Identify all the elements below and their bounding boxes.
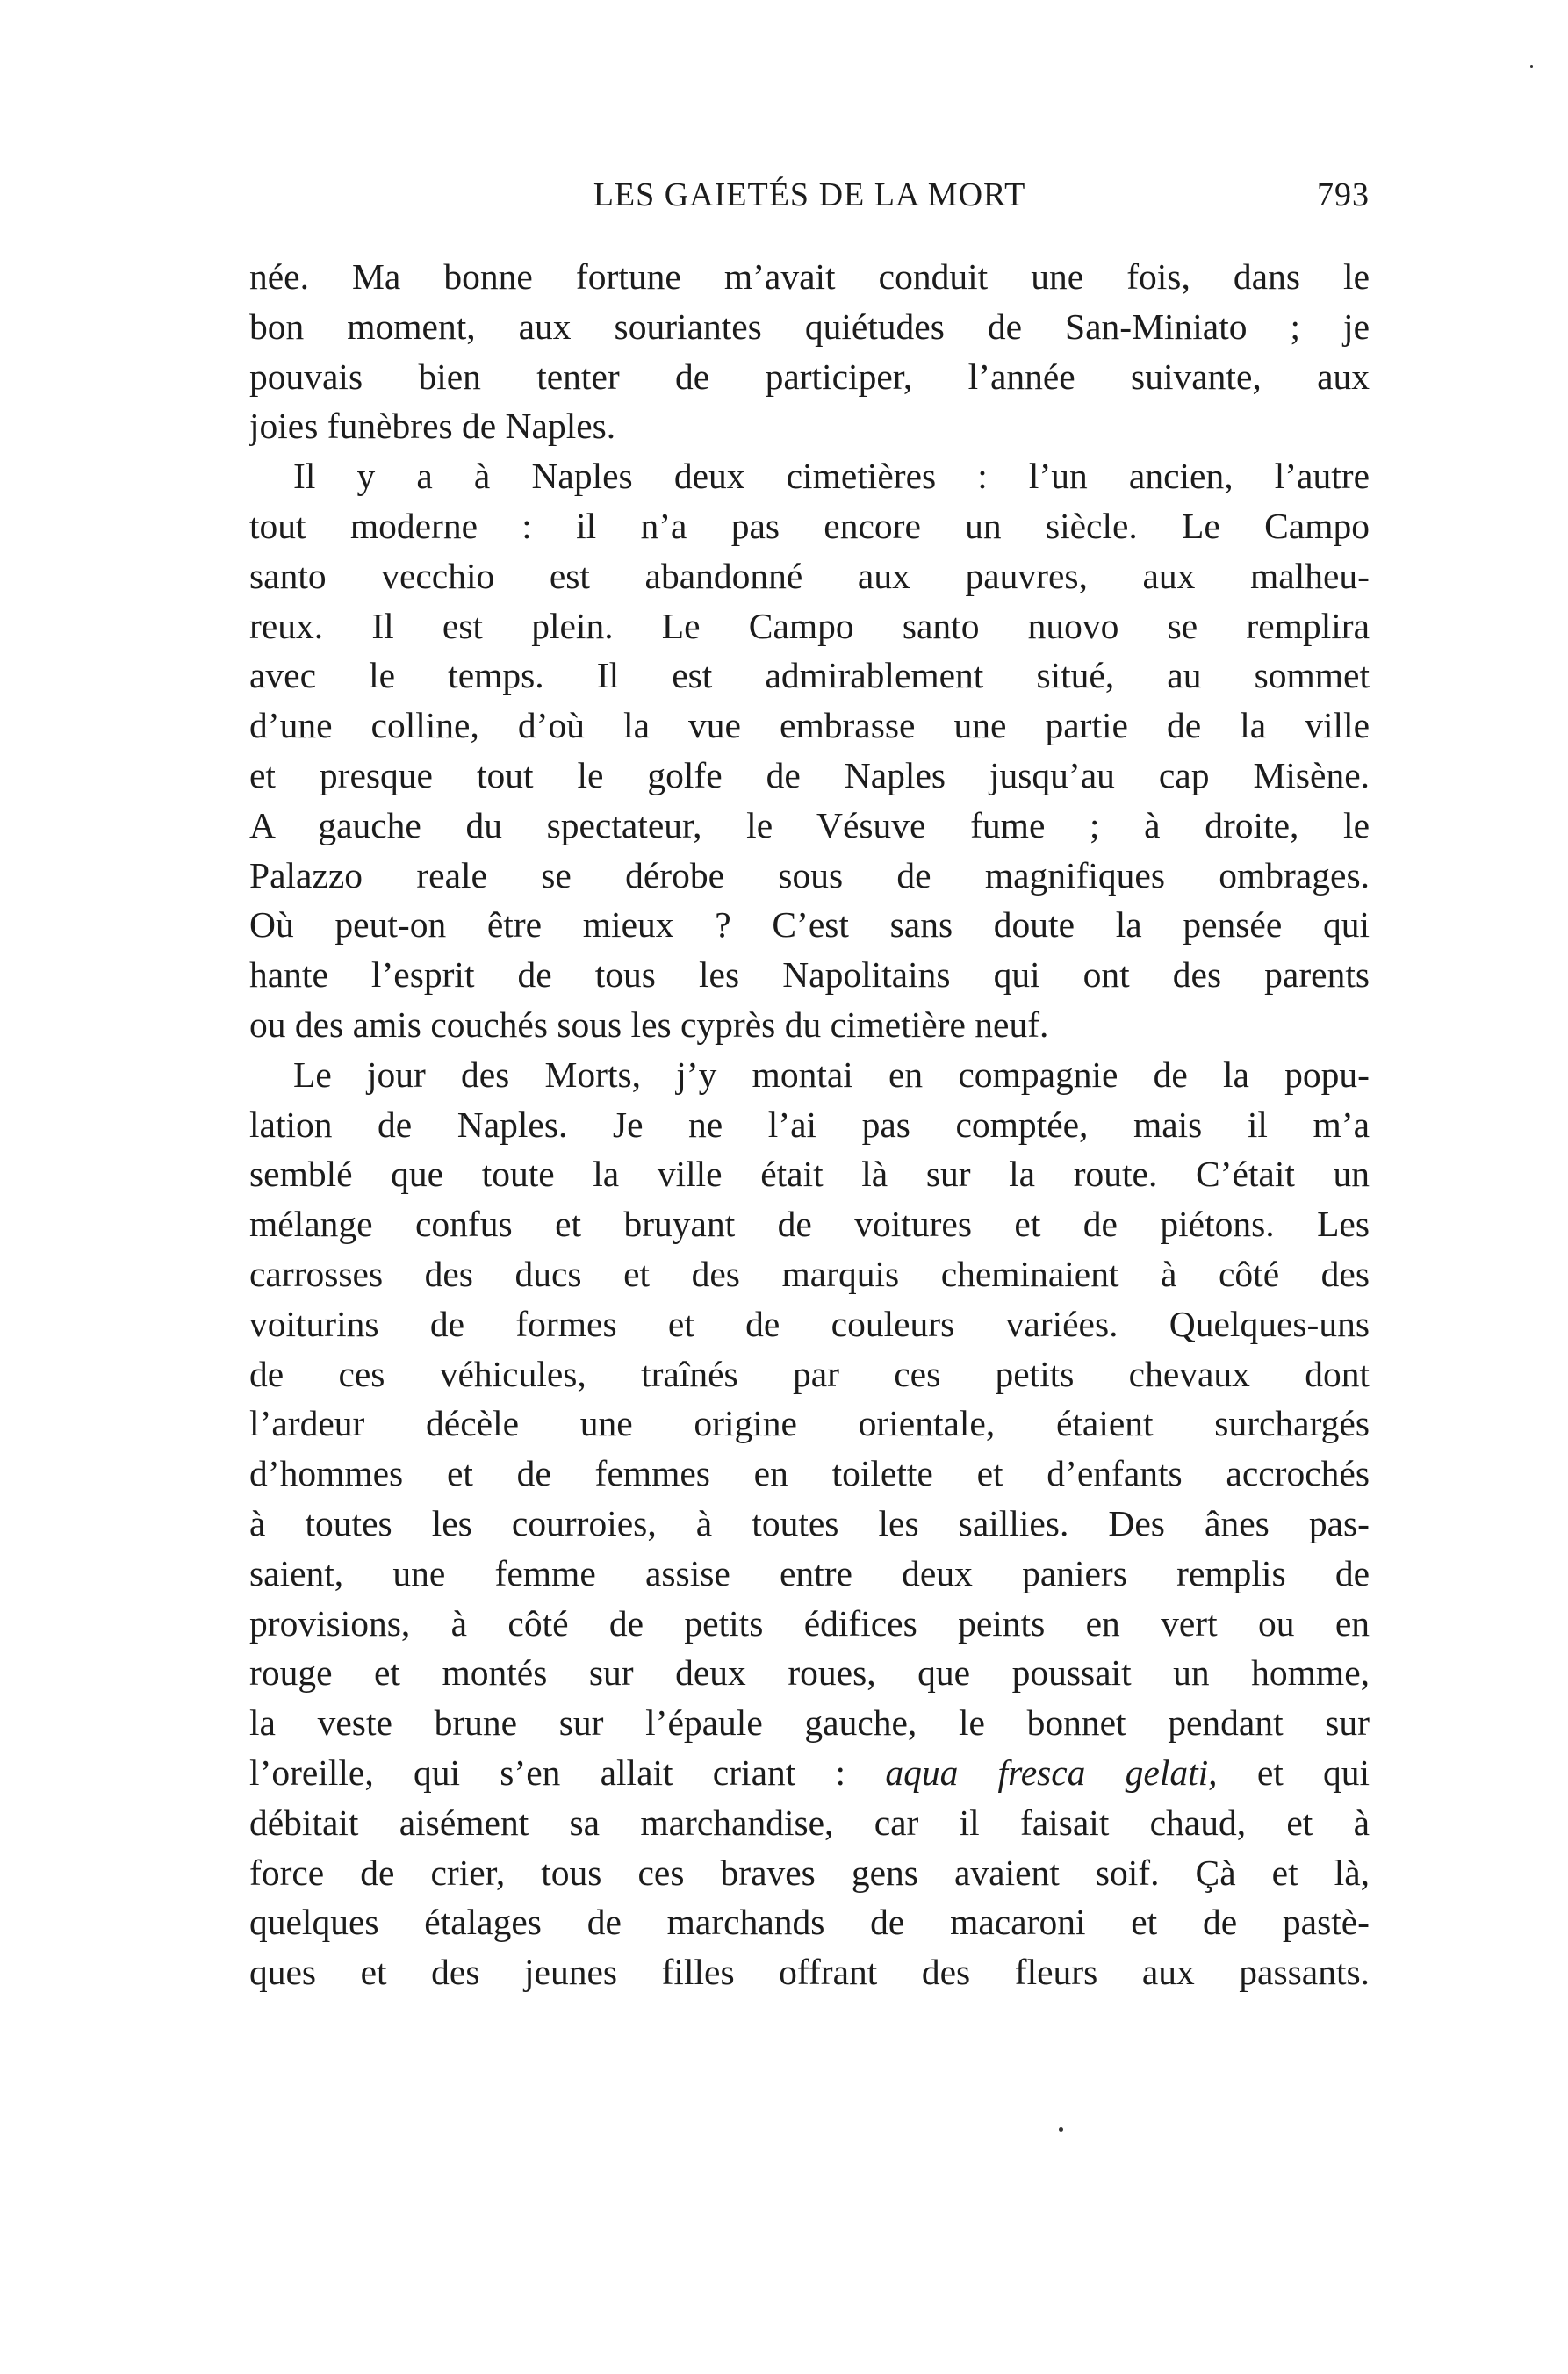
text-line: tout moderne : il n’a pas encore un siècle. Le Campo [249, 505, 1370, 546]
ink-speck [1530, 65, 1533, 68]
text-line: ou des amis couchés sous les cyprès du cimetière neuf. [249, 1004, 1049, 1045]
text-line: saient, une femme assise entre deux paniers remplis de [249, 1552, 1370, 1593]
page-number: 793 [1317, 176, 1370, 213]
text-line: semblé que toute la ville était là sur la route. C’était un [249, 1154, 1370, 1195]
text-line: pouvais bien tenter de participer, l’année suivante, aux [249, 356, 1370, 397]
text-line: Le jour des Morts, j’y montai en compagnie de la popu- [293, 1054, 1370, 1095]
italic-phrase: aqua fresca gelati, [885, 1752, 1218, 1793]
text-segment: et qui [1256, 1752, 1370, 1793]
running-head [249, 176, 1370, 228]
text-line: voiturins de formes et de couleurs variées. Quelques-uns [249, 1303, 1370, 1344]
text-line: de ces véhicules, traînés par ces petits chevaux dont [249, 1353, 1370, 1394]
running-title: LES GAIETÉS DE LA MORT [593, 176, 1026, 213]
text-line: d’une colline, d’où la vue embrasse une partie de la ville [249, 705, 1370, 746]
text-line: rouge et montés sur deux roues, que poussait un homme, [249, 1652, 1370, 1694]
text-line: avec le temps. Il est admirablement situé, au sommet [249, 655, 1370, 696]
text-line: l’ardeur décèle une origine orientale, étaient surchargés [249, 1403, 1370, 1444]
text-line: mélange confus et bruyant de voitures et de piétons. Les [249, 1204, 1370, 1245]
text-line: la veste brune sur l’épaule gauche, le bonnet pendant sur [249, 1702, 1370, 1744]
text-line: A gauche du spectateur, le Vésuve fume ; à droite, le [249, 804, 1370, 845]
text-line: débitait aisément sa marchandise, car il faisait chaud, et à [249, 1802, 1370, 1843]
text-line: hante l’esprit de tous les Napolitains qui ont des parents [249, 954, 1370, 996]
text-line: lation de Naples. Je ne l’ai pas comptée, mais il m’a [249, 1104, 1370, 1145]
text-line [249, 1748, 1370, 1798]
text-line: provisions, à côté de petits édifices peints en vert ou en [249, 1602, 1370, 1644]
text-line: d’hommes et de femmes en toilette et d’enfants accrochés [249, 1453, 1370, 1494]
text-line: joies funèbres de Naples. [249, 406, 616, 447]
text-segment: l’oreille, qui s’en allait criant : [249, 1752, 846, 1793]
text-line: et presque tout le golfe de Naples jusqu’au cap Misène. [249, 754, 1370, 795]
text-line: Où peut-on être mieux ? C’est sans doute la pensée qui [249, 904, 1370, 946]
text-line: née. Ma bonne fortune m’avait conduit une fois, dans le [249, 256, 1370, 297]
text-line: Il y a à Naples deux cimetières : l’un ancien, l’autre [293, 456, 1370, 497]
text-line: force de crier, tous ces braves gens avaient soif. Çà et là, [249, 1852, 1370, 1893]
text-line: carrosses des ducs et des marquis cheminaient à côté des [249, 1253, 1370, 1294]
ink-speck [1059, 2127, 1063, 2132]
text-line: quelques étalages de marchands de macaroni et de pastè- [249, 1902, 1370, 1943]
body-text [249, 252, 1370, 1997]
text-line: reux. Il est plein. Le Campo santo nuovo se remplira [249, 605, 1370, 646]
text-line: bon moment, aux souriantes quiétudes de San-Miniato ; je [249, 306, 1370, 347]
paragraph-1 [249, 252, 1370, 451]
paragraph-2 [249, 451, 1370, 1050]
text-line: à toutes les courroies, à toutes les saillies. Des ânes pas- [249, 1502, 1370, 1543]
paragraph-3 [249, 1050, 1370, 1997]
text-line: santo vecchio est abandonné aux pauvres, aux malheu- [249, 555, 1370, 596]
text-line: ques et des jeunes filles offrant des fleurs aux passants. [249, 1952, 1370, 1993]
text-line: Palazzo reale se dérobe sous de magnifiques ombrages. [249, 854, 1370, 896]
